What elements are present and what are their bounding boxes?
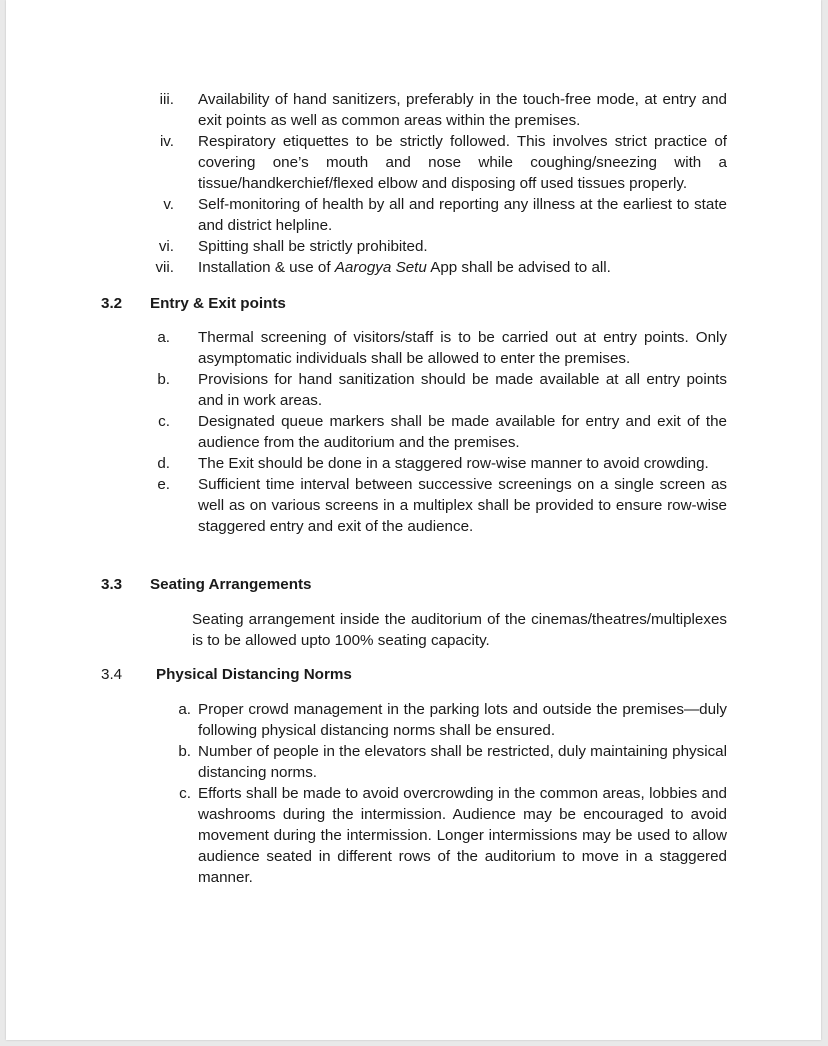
list-item-text: Provisions for hand sanitization should be made available at all entry points and in work areas. <box>198 371 727 409</box>
list-marker: c. <box>158 413 170 430</box>
list-item <box>6 411 821 453</box>
list-marker: c. <box>179 785 191 802</box>
app-name-italic: Aarogya Setu <box>334 259 427 276</box>
list-item <box>6 257 821 278</box>
entry-exit-list <box>6 327 821 537</box>
list-item <box>6 453 821 474</box>
list-item-text: Designated queue markers shall be made available for entry and exit of the audience from the auditorium and the premises. <box>198 413 727 451</box>
list-item-text: The Exit should be done in a staggered row-wise manner to avoid crowding. <box>198 455 709 472</box>
list-marker: iv. <box>159 133 174 150</box>
section-number: 3.3 <box>101 576 123 593</box>
list-item <box>6 236 821 257</box>
text-segment: App shall be advised to all. <box>426 259 611 276</box>
list-marker: a. <box>157 329 170 346</box>
list-item <box>6 369 821 411</box>
list-item-text: Availability of hand sanitizers, preferably in the touch-free mode, at entry and exit points as well as common areas within the premises. <box>198 91 727 129</box>
list-item-text: Sufficient time interval between successive screenings on a single screen as well as on various screens in a multiplex shall be provided to ensure row-wise staggered entry and exit of the audience. <box>198 476 727 535</box>
section-number: 3.4 <box>101 666 123 683</box>
list-item <box>6 327 821 369</box>
list-marker: b. <box>157 371 170 388</box>
list-marker: vi. <box>158 238 174 255</box>
seating-paragraph: Seating arrangement inside the auditorium of the cinemas/theatres/multiplexes is to be allowed upto 100% seating capacity. <box>192 611 727 649</box>
list-item-text: Self-monitoring of health by all and reporting any illness at the earliest to state and district helpline. <box>198 196 727 234</box>
list-item <box>6 783 821 888</box>
list-marker: d. <box>157 455 170 472</box>
list-marker: b. <box>178 743 191 760</box>
list-marker: vii. <box>155 259 174 276</box>
list-item-text: Number of people in the elevators shall be restricted, duly maintaining physical distancing norms. <box>198 743 727 781</box>
section-title: Physical Distancing Norms <box>156 666 352 683</box>
list-item-text: Spitting shall be strictly prohibited. <box>198 238 428 255</box>
section-title: Entry & Exit points <box>150 295 286 312</box>
list-marker: iii. <box>159 91 174 108</box>
section-number: 3.2 <box>101 295 123 312</box>
distancing-list <box>6 699 821 888</box>
list-marker: v. <box>163 196 174 213</box>
list-item <box>6 194 821 236</box>
list-item-text <box>198 257 727 278</box>
list-item <box>6 131 821 194</box>
list-item <box>6 699 821 741</box>
list-item <box>6 741 821 783</box>
list-item-text: Efforts shall be made to avoid overcrowding in the common areas, lobbies and washrooms during the intermission. Audience may be encouraged to avoid movement during the intermission. Longer intermissions may be used to allow audience seated in different rows of the auditorium to move in a staggered manner. <box>198 785 727 886</box>
list-marker: e. <box>157 476 170 493</box>
list-item-text: Proper crowd management in the parking lots and outside the premises—duly following physical distancing norms shall be ensured. <box>198 701 727 739</box>
section-title: Seating Arrangements <box>150 576 312 593</box>
roman-list <box>6 89 821 278</box>
list-item <box>6 474 821 537</box>
list-item-text: Respiratory etiquettes to be strictly followed. This involves strict practice of covering one’s mouth and nose while coughing/sneezing with a tissue/handkerchief/flexed elbow and disposing off used tissues properly. <box>198 133 727 192</box>
list-item-text: Thermal screening of visitors/staff is to be carried out at entry points. Only asymptomatic individuals shall be allowed to enter the premises. <box>198 329 727 367</box>
document-page <box>6 0 821 1040</box>
text-segment: Installation & use of <box>198 259 335 276</box>
list-item <box>6 89 821 131</box>
list-marker: a. <box>178 701 191 718</box>
